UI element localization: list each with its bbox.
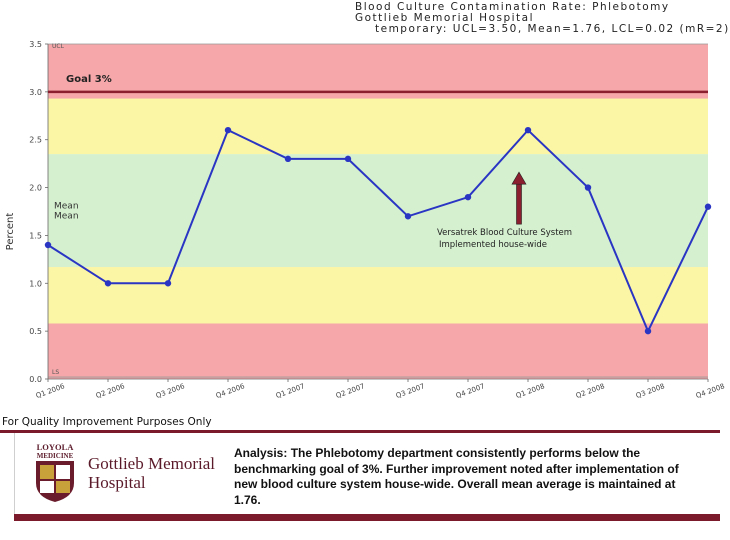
annotation-line-2: Implemented house-wide: [439, 240, 547, 251]
analysis-text: Analysis: The Phlebotomy department consistently performs below the benchmarking goal of 3%. Further improvement noted after implementation of new blood culture system house-wide. Overall mean average is maintained at 1.76.: [234, 446, 679, 507]
data-point-10: [645, 328, 651, 334]
y-tick-label-3: 1.5: [29, 231, 42, 241]
x-tick-label-9: Q2 2008: [574, 382, 606, 401]
logo-line-1: LOYOLA: [36, 442, 74, 452]
data-point-9: [585, 184, 591, 190]
ucl-label: UCL: [52, 43, 64, 50]
data-point-7: [465, 194, 471, 200]
mean-label-1: Mean: [54, 201, 79, 212]
y-tick-label-5: 2.5: [29, 135, 42, 145]
data-point-5: [345, 156, 351, 162]
x-tick-label-6: Q3 2007: [394, 382, 426, 401]
x-tick-label-4: Q1 2007: [274, 382, 306, 401]
zone-band-2: [48, 154, 708, 267]
x-tick-label-8: Q1 2008: [514, 382, 546, 401]
zone-band-0: [48, 323, 708, 379]
chart-subtitle: Gottlieb Memorial Hospital: [355, 12, 535, 24]
x-tick-label-11: Q4 2008: [694, 382, 726, 401]
zone-band-3: [48, 99, 708, 155]
chart-title: Blood Culture Contamination Rate: Phlebotomy: [355, 1, 670, 13]
data-point-2: [165, 280, 171, 286]
mean-label-2: Mean: [54, 211, 79, 222]
footer-note: For Quality Improvement Purposes Only: [2, 416, 212, 428]
y-tick-label-4: 2.0: [29, 183, 42, 193]
y-tick-label-1: 0.5: [29, 327, 42, 337]
hospital-name: [88, 454, 215, 492]
data-point-8: [525, 127, 531, 133]
zone-band-1: [48, 267, 708, 323]
y-tick-label-6: 3.0: [29, 87, 42, 97]
data-point-6: [405, 213, 411, 219]
x-tick-label-10: Q3 2008: [634, 382, 666, 401]
x-tick-label-5: Q2 2007: [334, 382, 366, 401]
x-tick-label-0: Q1 2006: [34, 382, 66, 401]
lcl-label: LS: [52, 369, 60, 377]
logo-line-2: MEDICINE: [36, 452, 74, 460]
data-point-11: [705, 204, 711, 210]
goal-label: Goal 3%: [66, 73, 112, 85]
x-tick-label-3: Q4 2006: [214, 382, 246, 401]
x-tick-label-1: Q2 2006: [94, 382, 126, 401]
y-tick-label-2: 1.0: [29, 279, 42, 289]
loyola-wordmark: [33, 443, 77, 461]
data-point-1: [105, 280, 111, 286]
annotation-line-1: Versatrek Blood Culture System: [437, 228, 573, 239]
left-rule: [14, 433, 15, 521]
y-tick-label-7: 3.5: [29, 40, 42, 49]
annotation-arrow-shaft: [517, 182, 522, 224]
data-point-0: [45, 242, 51, 248]
chart-limits-text: temporary: UCL=3.50, Mean=1.76, LCL=0.02 (mR=2): [375, 23, 730, 35]
bottom-bar: [14, 514, 720, 521]
y-tick-label-0: 0.0: [29, 375, 42, 384]
hospital-name-line-1: Gottlieb Memorial: [88, 454, 216, 473]
hospital-name-line-2: Hospital: [88, 473, 146, 492]
data-point-4: [285, 156, 291, 162]
y-axis-label: Percent: [5, 212, 16, 251]
x-tick-label-7: Q4 2007: [454, 382, 486, 401]
zone-band-4: [48, 44, 708, 99]
hospital-logo: [30, 441, 230, 503]
x-tick-label-2: Q3 2006: [154, 382, 186, 401]
data-point-3: [225, 127, 231, 133]
